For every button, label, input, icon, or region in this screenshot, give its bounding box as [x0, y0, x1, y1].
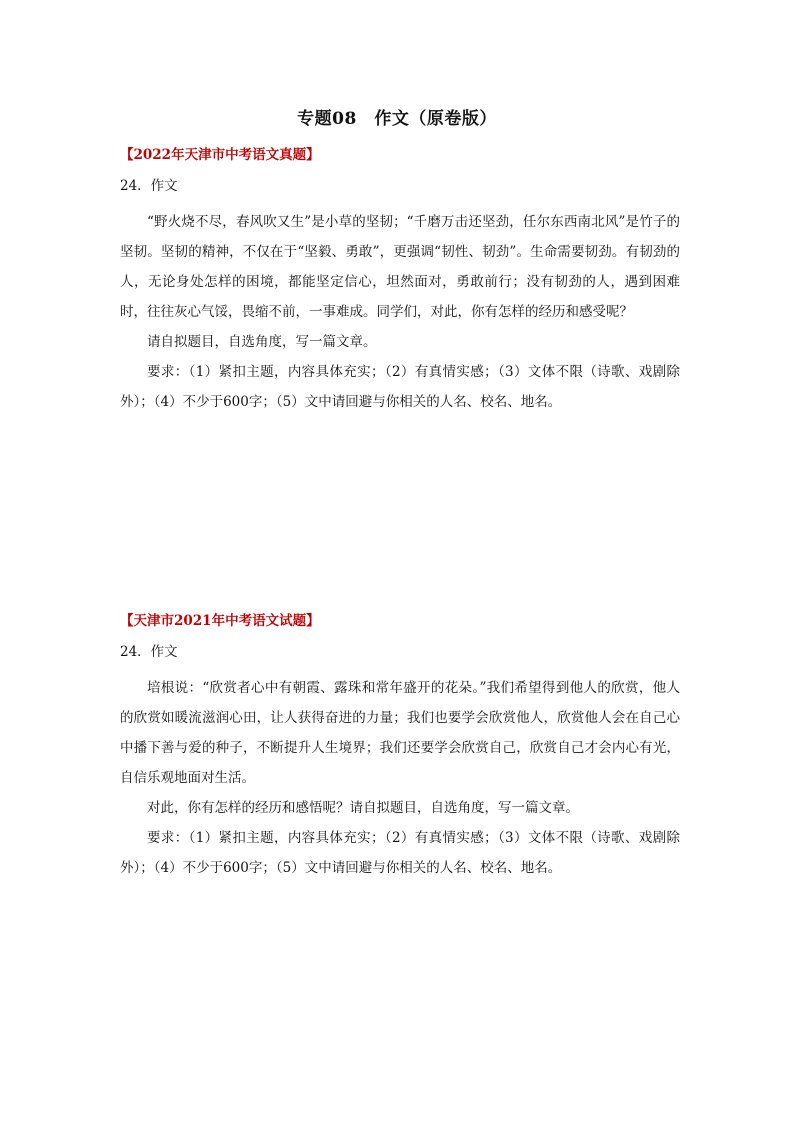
prompt-paragraph: 培根说：“欣赏者心中有朝霞、露珠和常年盛开的花朵。”我们希望得到他人的欣赏，他人的欣赏如暖流滋润心田，让人获得奋进的力量；我们也要学会欣赏他人，欣赏他人会在自己心中播下善与爱的种子，不断提升人生境界；我们还要学会欣赏自己，欣赏自己才会内心有光，自信乐观地面对生活。 — [120, 680, 680, 786]
exam-section-2021 — [120, 611, 680, 883]
section-heading: 【天津市2021年中考语文试题】 — [120, 613, 320, 629]
question-number: 24．作文 — [120, 178, 178, 194]
question-number: 24．作文 — [120, 644, 178, 660]
prompt-paragraph: “野火烧不尽，春风吹又生”是小草的坚韧；“千磨万击还坚劲，任尔东西南北风”是竹子的坚韧。坚韧的精神，不仅在于“坚毅、勇敢”，更强调“韧性、韧劲”。生命需要韧劲。有韧劲的人，无论身处怎样的困境，都能坚定信心，坦然面对，勇敢前行；没有韧劲的人，遇到困难时，往往灰心气馁，畏缩不前，一事难成。同学们，对此，你有怎样的经历和感受呢？ — [120, 214, 680, 320]
section-heading: 【2022年天津市中考语文真题】 — [120, 147, 320, 163]
instruction-paragraph: 请自拟题目，自选角度，写一篇文章。 — [147, 334, 377, 350]
document-title: 专题08 作文（原卷版） — [297, 109, 497, 129]
requirements-paragraph: 要求：（1）紧扣主题，内容具体充实；（2）有真情实感；（3）文体不限（诗歌、戏剧除外）；（4）不少于600字；（5）文中请回避与你相关的人名、校名、地名。 — [120, 830, 680, 876]
instruction-paragraph: 对此，你有怎样的经历和感悟呢？请自拟题目，自选角度，写一篇文章。 — [147, 800, 579, 816]
exam-section-2022 — [120, 145, 680, 417]
requirements-paragraph: 要求：（1）紧扣主题，内容具体充实；（2）有真情实感；（3）文体不限（诗歌、戏剧除外）；（4）不少于600字；（5）文中请回避与你相关的人名、校名、地名。 — [120, 364, 680, 410]
